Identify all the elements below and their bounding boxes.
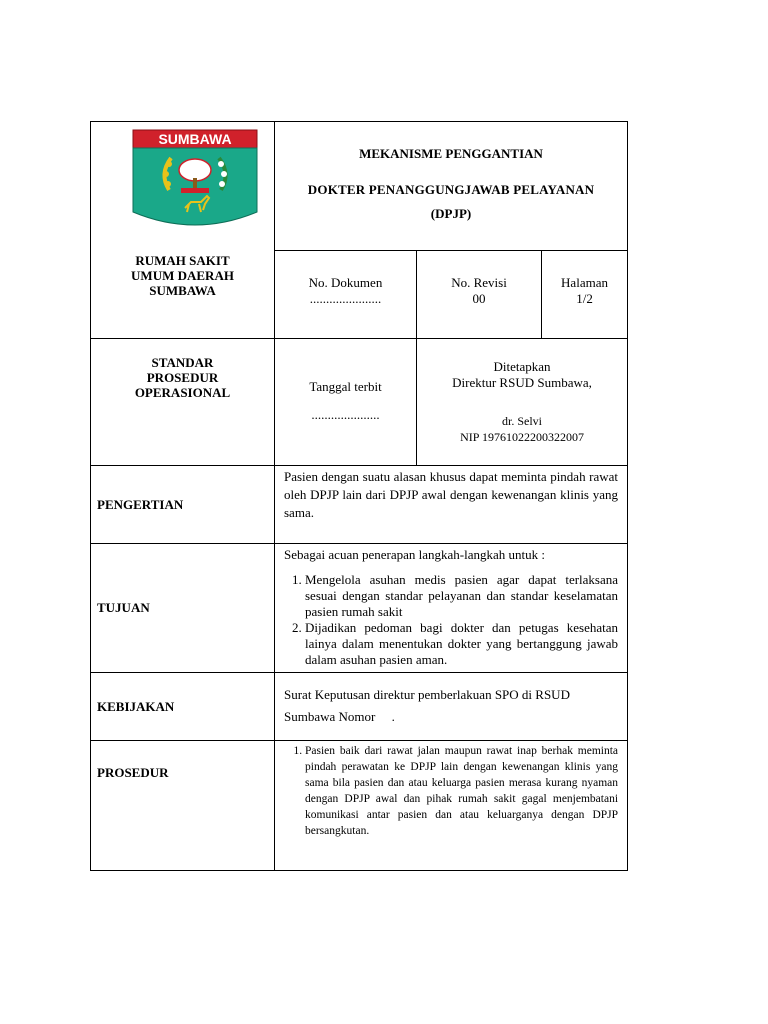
prosedur-list [284,743,618,839]
sumbawa-logo [129,126,261,232]
tanggal-terbit-value: ..................... [311,407,380,422]
ditetapkan-cell [417,339,628,466]
doctor-nip: NIP 19761022200322007 [460,430,584,444]
tujuan-list [284,572,618,668]
sop-label-line1: STANDAR [151,355,214,370]
no-revisi-value: 00 [472,291,486,306]
halaman-value: 1/2 [576,291,593,306]
hospital-name-line2: UMUM DAERAH [131,268,234,283]
tujuan-label: TUJUAN [91,544,275,673]
tujuan-item: 2. Dijadikan pedoman bagi dokter dan petugas kesehatan lainya dalam menentukan dokter yang bertanggung jawab dalam asuhan pasien aman. [305,620,618,668]
prosedur-content [275,741,628,871]
document-title-line3: (DPJP) [430,206,472,221]
no-dokumen-cell [275,251,417,339]
ditetapkan-label: Ditetapkan [493,359,551,374]
tujuan-content [275,544,628,673]
document-title-line2: DOKTER PENANGGUNGJAWAB PELAYANAN [307,182,595,197]
hospital-name-line1: RUMAH SAKIT [135,253,230,268]
kebijakan-text: Surat Keputusan direktur pemberlakuan SPO di RSUD Sumbawa Nomor . [275,673,628,741]
hospital-name [91,253,274,298]
sop-document [90,121,627,871]
hospital-identity-cell [91,122,275,339]
sop-label-line3: OPERASIONAL [134,385,231,400]
no-revisi-label: No. Revisi [451,275,507,290]
no-dokumen-label: No. Dokumen [308,275,383,290]
pengertian-label: PENGERTIAN [91,466,275,544]
halaman-label: Halaman [561,275,608,290]
kebijakan-label: KEBIJAKAN [91,673,275,741]
halaman-cell [542,251,628,339]
tujuan-intro: Sebagai acuan penerapan langkah-langkah untuk : [284,547,545,562]
logo-banner-text: SUMBAWA [158,131,232,147]
document-title-line1: MEKANISME PENGGANTIAN [359,146,543,161]
prosedur-item: 1. Pasien baik dari rawat jalan maupun rawat inap berhak meminta pindah perawatan ke DPJP lain dengan kewenangan klinis yang sama bila pasien dan atau keluarga pasien merasa kurang nyaman dengan DPJP awal dan pihak rumah sakit gagal menjembatani komunikasi antar pasien dan atau keluarganya dengan DPJP bersangkutan. [305,743,618,839]
sop-label-cell [91,339,275,466]
no-dokumen-value: ...................... [309,291,382,306]
direktur-label: Direktur RSUD Sumbawa, [452,375,592,390]
regency-emblem-icon [129,126,261,232]
prosedur-label: PROSEDUR [91,741,275,871]
sop-label-line2: PROSEDUR [146,370,219,385]
tanggal-terbit-cell [275,339,417,466]
hospital-name-line3: SUMBAWA [149,283,216,298]
doctor-name: dr. Selvi [502,414,543,428]
tujuan-item: 1. Mengelola asuhan medis pasien agar dapat terlaksana sesuai dengan standar pelayanan dan standar keselamatan pasien rumah sakit [305,572,618,620]
pengertian-text: Pasien dengan suatu alasan khusus dapat meminta pindah rawat oleh DPJP lain dari DPJP awal dengan kewenangan klinis yang sama. [275,466,628,544]
sop-table [90,121,628,871]
tanggal-terbit-label: Tanggal terbit [309,379,382,394]
no-revisi-cell [417,251,542,339]
document-title-cell [275,122,628,251]
